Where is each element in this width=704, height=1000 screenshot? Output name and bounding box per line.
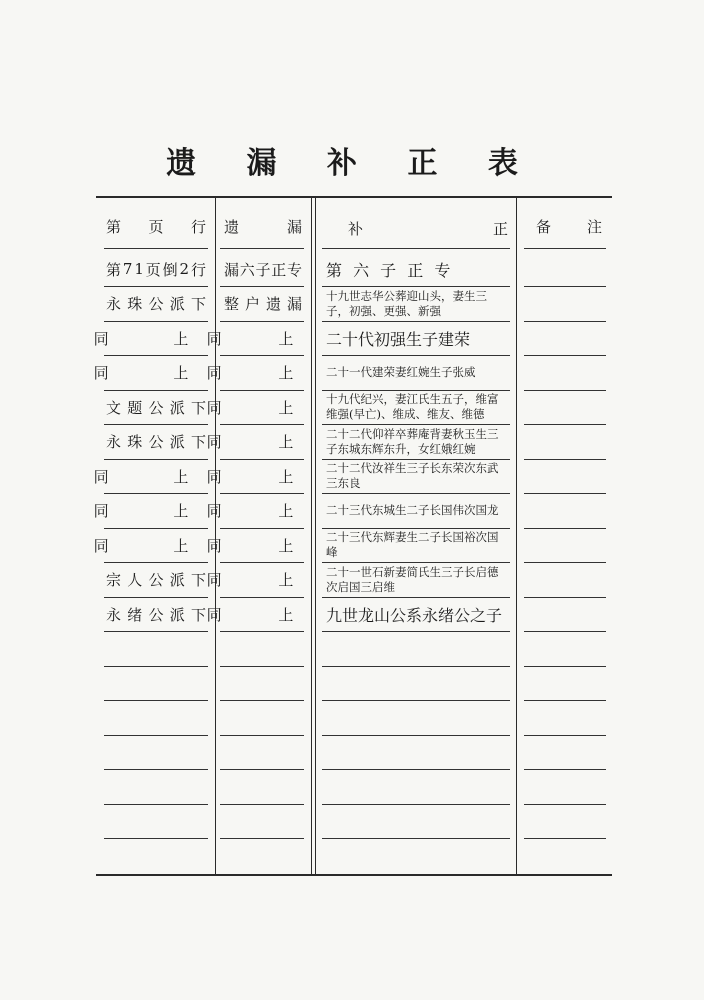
row-rule [104,459,208,460]
row-rule [104,321,208,322]
cell-note [526,252,606,287]
row-rule [104,493,208,494]
char: 珠 [127,433,143,452]
row-rule [322,735,510,736]
cell-note [526,528,606,563]
row-rule [322,355,510,356]
char: 1 [134,260,144,279]
char: 派 [169,398,185,417]
cell-correction: 二十代初强生子建荣 [326,329,471,349]
row-rule [322,804,510,805]
column-divider [516,198,517,874]
cell-omission [224,287,302,322]
char: 永 [106,433,122,452]
char: 整 [224,295,240,314]
row-rule [524,769,606,770]
row-rule [220,631,304,632]
row-rule [322,597,510,598]
row-rule [220,528,304,529]
char: 户 [244,295,260,314]
cell-note [526,425,606,460]
row-rule [524,631,606,632]
char: 正 [271,260,287,279]
row-rule [524,493,606,494]
char: 漏 [286,295,302,314]
cell-correction: 二十一代建荣妻红婉生子张威 [326,365,476,380]
cell-page-line [106,597,206,632]
cell-correction: 二十一世石新妻简氏生三子长启德次启国三启维 [326,564,499,594]
row-rule [322,286,510,287]
row-rule [104,597,208,598]
cell-note [526,563,606,598]
row-rule [104,735,208,736]
cell-page-line [106,287,206,322]
row-rule [322,769,510,770]
char: 7 [122,260,133,279]
cell-omission: 同 上 [206,329,320,348]
row-rule [524,804,606,805]
row-rule [524,700,606,701]
cell-note [526,459,606,494]
row-rule [322,248,510,249]
char: 页 [145,260,161,279]
header-correction [348,214,508,242]
cell-correction: 十九世志华公葬迎山头，妻生三子，初强、更强、新强 [326,288,487,318]
row-rule [220,700,304,701]
row-rule [220,735,304,736]
row-rule [220,804,304,805]
cell-omission: 同 上 [206,502,320,521]
cell-page-line: 同 上 [93,364,219,383]
row-rule [220,286,304,287]
char: 下 [190,571,206,590]
cell-note [526,287,606,322]
header-page-line [106,212,206,240]
char: 公 [148,295,164,314]
row-rule [220,424,304,425]
row-rule [322,321,510,322]
row-rule [322,631,510,632]
row-rule [524,459,606,460]
cell-omission [224,252,302,287]
char: 绪 [127,605,143,624]
char: 倒 [162,260,178,279]
row-rule [524,838,606,839]
char: 下 [190,605,206,624]
cell-correction: 二十二代仰祥卒葬庵背妻秋玉生三子东城东辉东升，女红娥红婉 [326,426,499,456]
char: 下 [190,433,206,452]
row-rule [322,493,510,494]
row-rule [104,528,208,529]
char: 派 [169,571,185,590]
row-rule [322,459,510,460]
row-rule [322,838,510,839]
char: 公 [148,571,164,590]
header-omission [224,212,302,240]
char: 公 [148,433,164,452]
cell-omission: 同 上 [206,571,320,590]
row-rule [104,804,208,805]
row-rule [220,493,304,494]
row-rule [322,562,510,563]
char: 下 [190,398,206,417]
char: 文 [106,398,122,417]
row-rule [322,528,510,529]
cell-note [526,321,606,356]
cell-page-line: 同 上 [93,536,219,555]
cell-note [526,494,606,529]
row-rule [524,355,606,356]
row-rule [104,631,208,632]
cell-page-line [106,252,206,287]
row-rule [322,390,510,391]
row-rule [524,321,606,322]
header-char: 漏 [286,217,302,236]
row-rule [220,562,304,563]
cell-omission: 同 上 [206,398,320,417]
char: 永 [106,605,122,624]
page-title: 遗 漏 补 正 表 [166,146,538,181]
header-char: 页 [148,217,164,236]
cell-note [526,356,606,391]
char: 公 [148,605,164,624]
char: 漏 [224,260,240,279]
char: 珠 [127,295,143,314]
row-rule [104,666,208,667]
char: 第 [106,260,122,279]
row-rule [220,597,304,598]
header-char: 第 [106,217,122,236]
header-char: 补 [348,219,364,238]
header-char: 备 [536,217,552,236]
char: 遗 [265,295,281,314]
char: 行 [190,260,206,279]
row-rule [104,248,208,249]
cell-correction: 十九代纪兴，妻江氏生五子，维富维强(早亡)、维成、维友、维德 [326,392,499,422]
row-rule [104,355,208,356]
cell-omission: 同 上 [206,433,320,452]
char: 派 [169,433,185,452]
char: 永 [106,295,122,314]
header-char: 遗 [224,217,240,236]
cell-page-line [106,425,206,460]
row-rule [524,248,606,249]
header-char: 正 [492,219,508,238]
cell-omission: 同 上 [206,467,320,486]
header-char: 注 [586,217,602,236]
cell-omission: 同 上 [206,364,320,383]
row-rule [524,562,606,563]
row-rule [524,424,606,425]
header-char: 行 [190,217,206,236]
row-rule [104,424,208,425]
row-rule [104,390,208,391]
row-rule [220,248,304,249]
char: 六 [239,260,255,279]
errata-table [93,196,612,876]
char: 子 [255,260,271,279]
row-rule [322,700,510,701]
cell-correction: 二十三代东城生二子长国伟次国龙 [326,503,499,518]
row-rule [524,390,606,391]
row-rule [104,286,208,287]
char: 专 [286,260,302,279]
char: 下 [190,295,206,314]
row-rule [104,838,208,839]
cell-omission: 同 上 [206,536,320,555]
cell-page-line: 同 上 [93,502,219,521]
row-rule [524,735,606,736]
row-rule [220,838,304,839]
row-rule [220,666,304,667]
row-rule [524,286,606,287]
row-rule [104,769,208,770]
char: 派 [169,295,185,314]
char: 题 [127,398,143,417]
cell-note [526,597,606,632]
char: 宗 [106,571,122,590]
cell-page-line: 同 上 [93,329,219,348]
header-note [536,212,602,240]
char: 人 [127,571,143,590]
cell-page-line [106,390,206,425]
row-rule [104,700,208,701]
char: 2 [179,260,190,279]
row-rule [220,390,304,391]
cell-note [526,390,606,425]
row-rule [322,424,510,425]
row-rule [104,562,208,563]
row-rule [220,769,304,770]
char: 公 [148,398,164,417]
row-rule [524,666,606,667]
cell-omission: 同 上 [206,605,320,624]
row-rule [524,597,606,598]
char: 派 [169,605,185,624]
row-rule [220,355,304,356]
cell-correction: 第 六 子 正 专 [326,260,454,280]
row-rule [322,666,510,667]
row-rule [220,459,304,460]
cell-page-line: 同 上 [93,467,219,486]
row-rule [220,321,304,322]
cell-correction: 九世龙山公系永绪公之子 [326,605,503,625]
cell-correction: 二十三代东辉妻生二子长国裕次国峰 [326,530,499,560]
row-rule [524,528,606,529]
cell-page-line [106,563,206,598]
cell-correction: 二十二代汝祥生三子长东荣次东武三东良 [326,461,499,491]
